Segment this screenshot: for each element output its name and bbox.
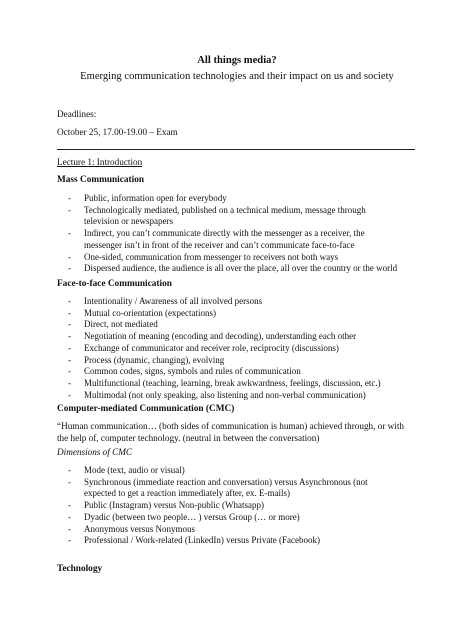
list-item-text: Multifunctional (teaching, learning, break awkwardness, feelings, discussion, etc.) [84,377,381,388]
list-item-text: Common codes, signs, symbols and rules of communication [84,366,301,377]
deadlines-label: Deadlines: [57,109,97,119]
list-item-text: Dispersed audience, the audience is all over the place, all over the country or the world [84,263,398,274]
list-item [68,465,368,477]
bullet-dash: - [68,319,71,330]
bullet-dash: - [68,204,71,215]
list-item [68,512,368,524]
list-item [68,205,397,228]
cmc-heading: Computer-mediated Communication (CMC) [57,404,235,414]
list-item [68,252,397,264]
list-item-text: Public (Instagram) versus Non-public (Whatsapp) [84,500,264,511]
bullet-dash: - [68,228,71,239]
bullet-dash: - [68,354,71,365]
dimensions-list [68,465,368,547]
bullet-dash: - [68,476,71,487]
lecture-heading: Lecture 1: Introduction [57,157,143,167]
list-item [68,500,368,512]
bullet-dash: - [68,251,71,262]
list-item-text: Process (dynamic, changing), evolving [84,354,225,365]
list-item [68,263,397,275]
document-subtitle: Emerging communication technologies and their impact on us and society [80,71,394,82]
list-item [68,366,381,378]
bullet-dash: - [68,377,71,388]
list-item [68,319,381,331]
bullet-dash: - [68,465,71,475]
list-item-text: Professional / Work-related (LinkedIn) versus Private (Facebook) [84,535,321,546]
list-item-text: Mutual co-orientation (expectations) [84,307,216,318]
list-item-text: expected to get a reaction immediately after, ex. E-mails) [84,488,291,499]
list-item-text: Technologically mediated, published on a technical medium, message through [84,204,366,215]
cmc-quote-line-1: “Human communication… (both sides of communication is human) achieved through, or with [57,421,405,431]
bullet-dash: - [68,511,71,522]
bullet-dash: - [68,307,71,318]
document-title: All things media? [197,55,277,66]
deadline-item: October 25, 17.00-19.00 – Exam [57,127,178,137]
list-item [68,296,381,308]
bullet-dash: - [68,296,71,306]
bullet-dash: - [68,500,71,511]
mass-communication-list [68,193,397,275]
list-item [68,524,368,536]
list-item [68,535,368,547]
cmc-quote-line-2: the help of, computer technology. (neutral in between the conversation) [57,433,320,443]
bullet-dash: - [68,331,71,342]
bullet-dash: - [68,523,71,534]
list-item [68,477,368,500]
list-item [68,343,381,355]
list-item-text: messenger isn’t in front of the receiver and can’t communicate face-to-face [84,239,355,250]
list-item [68,193,397,205]
dimensions-heading: Dimensions of CMC [57,447,133,457]
list-item-text: Exchange of communicator and receiver role, reciprocity (discussions) [84,342,339,353]
bullet-dash: - [68,263,71,274]
list-item [68,228,397,251]
list-item [68,355,381,367]
list-item [68,390,381,402]
list-item-text: Public, information open for everybody [84,193,227,203]
list-item-text: Synchronous (immediate reaction and conversation) versus Asynchronous (not [84,476,368,487]
technology-heading: Technology [57,564,103,574]
list-item-text: Indirect, you can’t communicate directly with the messenger as a receiver, the [84,228,365,239]
list-item-text: Intentionality / Awareness of all involved persons [84,296,263,306]
list-item-text: Multimodal (not only speaking, also listening and non-verbal communication) [84,389,366,400]
list-item [68,308,381,320]
bullet-dash: - [68,366,71,377]
list-item-text: Negotiation of meaning (encoding and decoding), understanding each other [84,331,357,342]
list-item-text: Mode (text, audio or visual) [84,465,185,475]
mass-communication-heading: Mass Communication [57,175,145,185]
list-item [68,378,381,390]
list-item-text: television or newspapers [84,216,173,227]
bullet-dash: - [68,193,71,203]
face-to-face-heading: Face-to-face Communication [57,279,172,289]
bullet-dash: - [68,535,71,546]
list-item-text: Direct, not mediated [84,319,158,330]
face-to-face-list [68,296,381,401]
section-divider [57,149,415,150]
bullet-dash: - [68,389,71,400]
list-item-text: One-sided, communication from messenger to receivers not both ways [84,251,339,262]
list-item-text: Dyadic (between two people… ) versus Group (… or more) [84,511,300,522]
list-item-text: Anonymous versus Nonymous [84,523,196,534]
bullet-dash: - [68,342,71,353]
list-item [68,331,381,343]
